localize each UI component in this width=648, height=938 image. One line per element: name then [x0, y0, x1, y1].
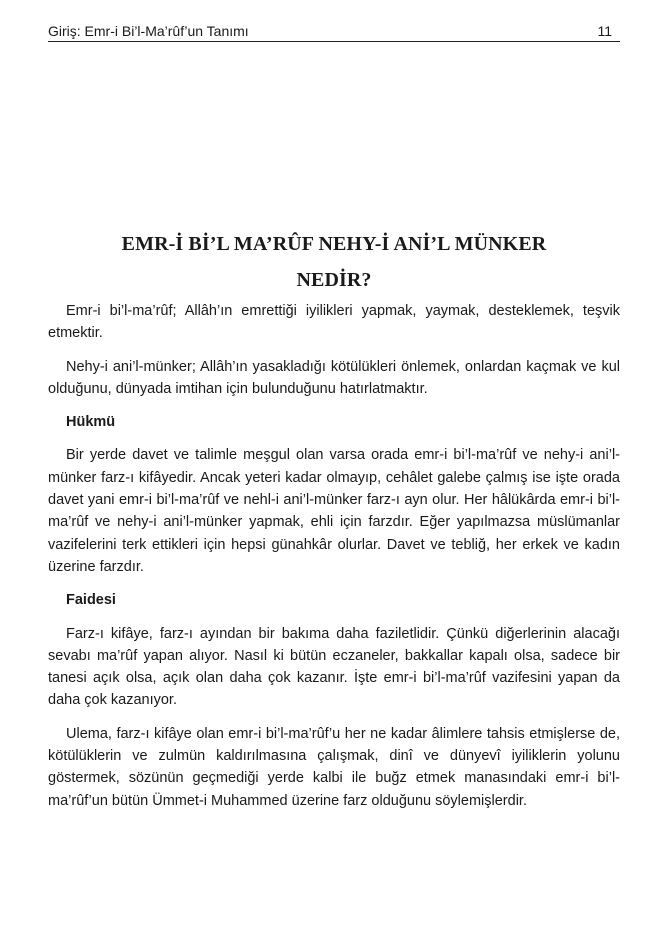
paragraph-faidesi-2: Ulema, farz-ı kifâye olan emr-i bi’l-ma’rûf’u her ne kadar âlimlere tahsis etmişlerse de, kötülüklerin ve zulmün kaldırılmasına çalışmak, dinî ve dünyevî iyiliklerin yolunu göstermek, sözünün geçmediği yerde kalbi ile buğz etmek manasındaki emr-i bi’l-ma’rûf’un bütün Ümmet-i Muhammed üzerine farz olduğunu söylemişlerdir.: [48, 725, 620, 809]
section-heading-faidesi: Faidesi: [66, 592, 116, 609]
body-text: [48, 300, 620, 823]
running-title: Giriş: Emr-i Bi’l-Ma’rûf’un Tanımı: [48, 23, 249, 39]
chapter-title-line-1: EMR-İ Bİ’L MA’RÛF NEHY-İ ANİ’L MÜNKER: [121, 233, 547, 255]
paragraph-emr-definition: Emr-i bi’l-ma’rûf; Allâh’ın emrettiği iyilikleri yapmak, yaymak, desteklemek, teşvik etmektir.: [48, 303, 620, 342]
paragraph-hukmu: Bir yerde davet ve talimle meşgul olan varsa orada emr-i bi’l-ma’rûf ve nehy-i ani’l-münker farz-ı kifâyedir. Ancak yeteri kadar olmayıp, cehâlet galebe çalmış ise işte orada davet yani emr-i bi’l-ma’rûf ve nehl-i ani’l-münker farz-ı ayn olur. Her hâlükârda emr-i bi’l-ma’rûf ve nehy-i ani’l-münker yapmak, ehli için farzdır. Eğer yapılmazsa müslümanlar vazifelerini terk ettikleri için hepsi günahkâr olurlar. Davet ve tebliğ, her erkek ve kadın üzerine farzdır.: [48, 447, 620, 575]
chapter-title-line-2: NEDİR?: [296, 269, 372, 291]
running-header: [48, 18, 620, 42]
paragraph-faidesi-1: Farz-ı kifâye, farz-ı ayından bir bakıma daha faziletlidir. Çünkü diğerlerinin alacağı sevabı ma’rûf yapan alıyor. Nasıl ki bütün eczaneler, bakkallar kapalı olsa, sadece bir tanesi açık olsa, açık olan daha çok kazanır. İşte emr-i bi’l-ma’rûf vazifesini yapan da daha çok kazanıyor.: [48, 625, 620, 709]
section-heading-hukmu: Hükmü: [66, 414, 116, 431]
paragraph-nehy-definition: Nehy-i ani’l-münker; Allâh’ın yasakladığı kötülükleri önlemek, onlardan kaçmak ve kul olduğunu, dünyada imtihan için bulunduğunu hatırlatmaktır.: [48, 358, 620, 397]
page-number: 11: [597, 23, 612, 39]
chapter-title: [48, 226, 620, 298]
